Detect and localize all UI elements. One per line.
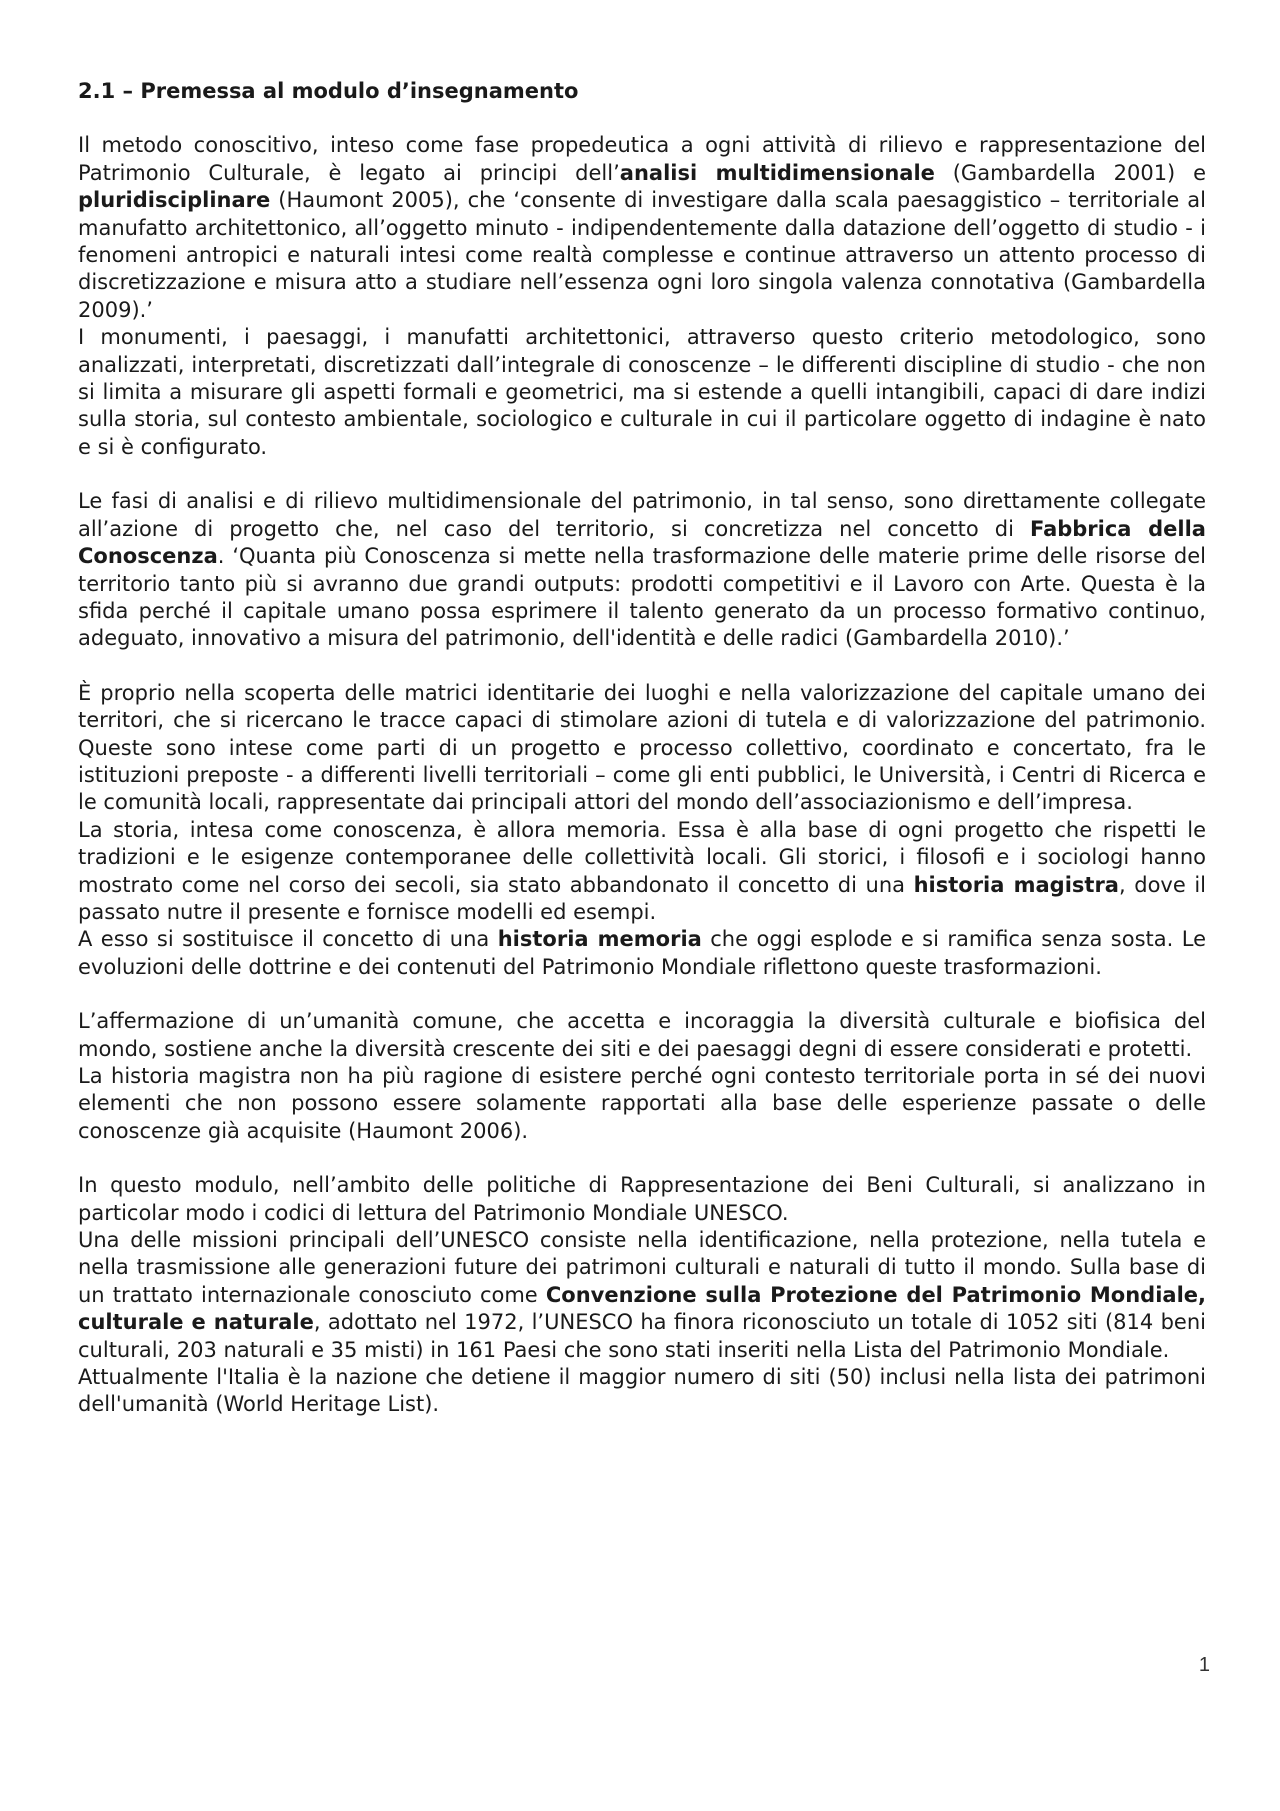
text-run: La storia, intesa come conoscenza, è allora memoria. Essa è alla base di ogni progetto che rispetti le tradizioni e le esigenze contemporanee delle collettività locali. Gli storici, i filosofi e i sociologi hanno mostrato come nel corso dei secoli, sia stato abbandonato il concetto di una [78,817,1206,897]
text-run: (Gambardella 2001) e [934,160,1207,185]
text-run: Una delle missioni principali dell’UNESCO consiste nella identificazione, nella protezione, nella tutela e nella trasmissione alle generazioni future dei patrimoni culturali e naturali di tutto il mondo. Sulla base di un trattato internazionale conosciuto come [78,1228,1206,1307]
bold-term: pluridisciplinare [78,188,271,213]
text-run: (Haumont 2005), che ‘consente di investigare dalla scala paesaggistico – territoriale al manufatto architettonico, all’oggetto minuto - indipendentemente dalla datazione dell’oggetto di studio - i fenomeni antropici e naturali intesi come realtà complesse e continue attraverso un attento processo di discretizzazione e misura atto a studiare nell’essenza ogni loro singola valenza connotativa (Gambardella 2009).’ [78,188,1206,322]
text-run: , dove il passato nutre il presente e fornisce modelli ed esempi. [78,872,1206,924]
text-run: Le fasi di analisi e di rilievo multidimensionale del patrimonio, in tal senso, sono direttamente collegate all’azione di progetto che, nel caso del territorio, si concretizza nel concetto di [78,489,1206,541]
body-paragraph [78,488,1206,652]
text-run: che oggi esplode e si ramifica senza sosta. Le evoluzioni delle dottrine e dei contenuti del Patrimonio Mondiale riflettono queste trasformazioni. [78,927,1206,979]
bold-term: Fabbrica della Conoscenza [78,516,1206,569]
body-paragraph [78,1063,1206,1145]
text-run: È proprio nella scoperta delle matrici identitarie dei luoghi e nella valorizzazione del capitale umano dei territori, che si ricercano le tracce capaci di stimolare azioni di tutela e di valorizzazione del patrimonio. Queste sono intese come parti di un progetto e processo collettivo, coordinato e concertato, fra le istituzioni preposte - a differenti livelli territoriali – come gli enti pubblici, le Università, i Centri di Ricerca e le comunità locali, rappresentate dai principali attori del mondo dell’associazionismo e dell’impresa. [78,680,1206,815]
bold-term: historia memoria [497,927,702,952]
body-paragraph [78,132,1206,324]
body-paragraph [78,926,1206,981]
text-run: , adottato nel 1972, l’UNESCO ha finora riconosciuto un totale di 1052 siti (814 beni culturali, 203 naturali e 35 misti) in 161 Paesi che sono stati inseriti nella Lista del Patrimonio Mondiale. [78,1310,1206,1362]
document-body [78,78,1206,1419]
body-paragraph [78,1227,1206,1364]
body-paragraph [78,1364,1206,1419]
text-run: In questo modulo, nell’ambito delle politiche di Rappresentazione dei Beni Culturali, si analizzano in particolar modo i codici di lettura del Patrimonio Mondiale UNESCO. [78,1173,1206,1225]
section-heading: 2.1 – Premessa al modulo d’insegnamento [78,79,579,103]
text-run: . ‘Quanta più Conoscenza si mette nella trasformazione delle materie prime delle risorse del territorio tanto più si avranno due grandi outputs: prodotti competitivi e il Lavoro con Arte. Questa è la sfida perché il capitale umano possa esprimere il talento generato da un processo formativo continuo, adeguato, innovativo a misura del patrimonio, dell'identità e delle radici (Gambardella 2010).’ [78,544,1206,651]
body-paragraph [78,1172,1206,1227]
text-run: I monumenti, i paesaggi, i manufatti architettonici, attraverso questo criterio metodologico, sono analizzati, interpretati, discretizzati dall’integrale di conoscenze – le differenti discipline di studio - che non si limita a misurare gli aspetti formali e geometrici, ma si estende a quelli intangibili, capaci di dare indizi sulla storia, sul contesto ambientale, sociologico e culturale in cui il particolare oggetto di indagine è nato e si è configurato. [78,325,1206,459]
text-run: L’affermazione di un’umanità comune, che accetta e incoraggia la diversità culturale e biofisica del mondo, sostiene anche la diversità crescente dei siti e dei paesaggi degni di essere considerati e protetti. [78,1009,1206,1061]
body-paragraph [78,817,1206,927]
bold-term: historia magistra [913,872,1119,897]
text-run: Attualmente l'Italia è la nazione che detiene il maggior numero di siti (50) inclusi nella lista dei patrimoni dell'umanità (World Heritage List). [78,1365,1206,1417]
text-run: A esso si sostituisce il concetto di una [78,927,498,952]
page-number: 1 [1198,1654,1210,1676]
body-paragraph [78,1008,1206,1063]
text-run: La historia magistra non ha più ragione di esistere perché ogni contesto territoriale porta in sé dei nuovi elementi che non possono essere solamente rapportati alla base delle esperienze passate o delle conoscenze già acquisite (Haumont 2006). [78,1064,1206,1143]
bold-term: Convenzione sulla Protezione del Patrimonio Mondiale, culturale e naturale [78,1282,1206,1335]
body-paragraph [78,324,1206,461]
paragraph-list [78,132,1206,1418]
text-run: Il metodo conoscitivo, inteso come fase propedeutica a ogni attività di rilievo e rappresentazione del Patrimonio Culturale, è legato ai principi dell’ [78,133,1206,185]
body-paragraph [78,680,1206,817]
bold-term: analisi multidimensionale [619,160,935,185]
